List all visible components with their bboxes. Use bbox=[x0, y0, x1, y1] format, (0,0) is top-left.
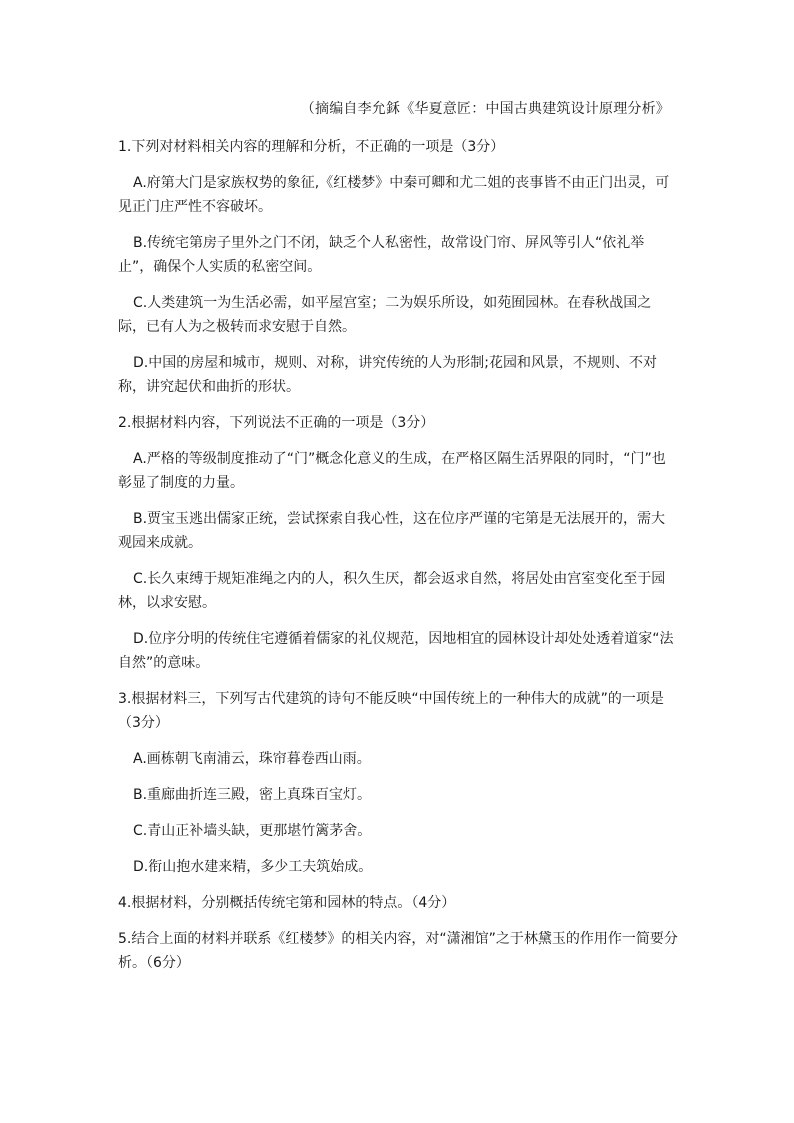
question-list bbox=[118, 135, 678, 987]
option-b: B.贾宝玉逃出儒家正统，尝试探索自我心性，这在位序严谨的宅第是无法展开的，需大观园来成就。 bbox=[118, 511, 666, 551]
option-a: A.严格的等级制度推动了“门”概念化意义的生成，在严格区隔生活界限的同时，“门”也彰显了制度的力量。 bbox=[118, 451, 666, 491]
question-1 bbox=[118, 135, 678, 399]
question-stem: 5.结合上面的材料并联系《红楼梦》的相关内容，对“潇湘馆”之于林黛玉的作用作一简要分析。（6分） bbox=[118, 931, 678, 971]
question-stem: 3.根据材料三，下列写古代建筑的诗句不能反映“中国传统上的一种伟大的成就”的一项是（3分） bbox=[118, 691, 664, 731]
option-b: B.重廊曲折连三殿，密上真珠百宝灯。 bbox=[133, 787, 372, 803]
question-2 bbox=[118, 411, 678, 675]
option-c: C.长久束缚于规矩准绳之内的人，积久生厌，都会返求自然，将居处由宫室变化至于园林，以求安慰。 bbox=[118, 571, 666, 611]
option-d: D.衔山抱水建来精，多少工夫筑始成。 bbox=[133, 859, 373, 875]
option-d: D.位序分明的传统住宅遵循着儒家的礼仪规范，因地相宜的园林设计却处处透着道家“法自然”的意味。 bbox=[118, 631, 674, 671]
question-3 bbox=[118, 687, 678, 879]
option-c: C.青山正补墙头缺，更那堪竹篱茅舍。 bbox=[133, 823, 372, 839]
question-stem: 4.根据材料，分别概括传统宅第和园林的特点。（4分） bbox=[118, 895, 456, 911]
option-d: D.中国的房屋和城市，规则、对称，讲究传统的人为形制;花园和风景，不规则、不对称，讲究起伏和曲折的形状。 bbox=[118, 355, 657, 395]
option-b: B.传统宅第房子里外之门不闭，缺乏个人私密性，故常设门帘、屏风等引人“依礼举止”，确保个人实质的私密空间。 bbox=[118, 235, 645, 275]
source-citation: （摘编自李允鉌《华夏意匠：中国古典建筑设计原理分析》 bbox=[300, 101, 670, 117]
option-a: A.画栋朝飞南浦云，珠帘暮卷西山雨。 bbox=[133, 751, 371, 767]
option-a: A.府第大门是家族权势的象征,《红楼梦》中秦可卿和尤二姐的丧事皆不由正门出灵，可见正门庄严性不容破坏。 bbox=[118, 175, 670, 215]
option-c: C.人类建筑一为生活必需，如平屋宫室；二为娱乐所设，如苑囿园林。在春秋战国之际，已有人为之极转而求安慰于自然。 bbox=[118, 295, 652, 335]
question-stem: 2.根据材料内容，下列说法不正确的一项是（3分） bbox=[118, 415, 435, 431]
question-4 bbox=[118, 891, 678, 915]
question-5 bbox=[118, 927, 678, 975]
question-stem: 1.下列对材料相关内容的理解和分析，不正确的一项是（3分） bbox=[118, 139, 505, 155]
